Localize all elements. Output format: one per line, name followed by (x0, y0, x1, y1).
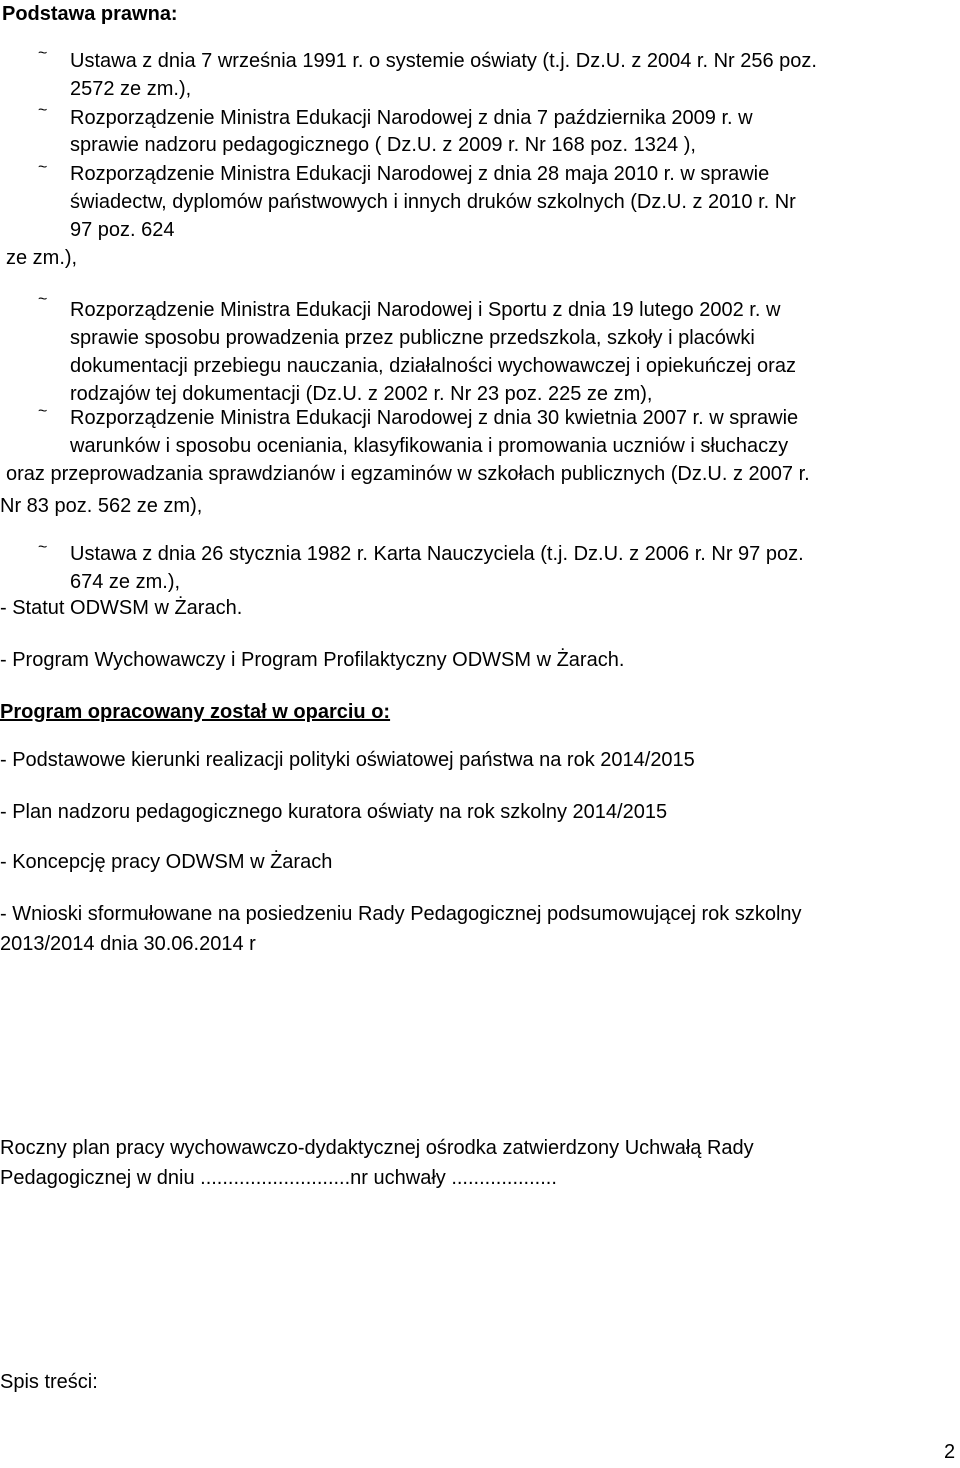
tilde-bullet: ~ (38, 403, 48, 420)
legal-item-text: sprawie nadzoru pedagogicznego ( Dz.U. z 2009 r. Nr 168 poz. 1324 ), (70, 134, 696, 156)
legal-item-text: świadectw, dyplomów państwowych i innych druków szkolnych (Dz.U. z 2010 r. Nr (70, 191, 796, 213)
basis-item: - Podstawowe kierunki realizacji polityki oświatowej państwa na rok 2014/2015 (0, 749, 695, 771)
legal-item-text: Ustawa z dnia 26 stycznia 1982 r. Karta Nauczyciela (t.j. Dz.U. z 2006 r. Nr 97 poz. (70, 543, 804, 565)
legal-item-text: 97 poz. 624 (70, 219, 175, 241)
tilde-bullet: ~ (38, 159, 48, 176)
basis-item: - Plan nadzoru pedagogicznego kuratora oświaty na rok szkolny 2014/2015 (0, 801, 668, 823)
heading-program-basis: Program opracowany został w oparciu o: (0, 701, 391, 723)
tilde-bullet: ~ (38, 291, 48, 308)
approval-text: Pedagogicznej w dniu ...........................nr uchwały ................... (0, 1167, 557, 1189)
legal-item-text: Rozporządzenie Ministra Edukacji Narodowej z dnia 30 kwietnia 2007 r. w sprawie (70, 407, 799, 429)
tilde-bullet: ~ (38, 102, 48, 119)
page-number: 2 (944, 1441, 956, 1463)
statute-line: - Statut ODWSM w Żarach. (0, 597, 243, 619)
legal-item-text: Nr 83 poz. 562 ze zm), (0, 495, 203, 517)
legal-item-text: rodzajów tej dokumentacji (Dz.U. z 2002 r. Nr 23 poz. 225 ze zm), (70, 383, 653, 405)
tilde-bullet: ~ (38, 45, 48, 62)
heading-legal-basis: Podstawa prawna: (2, 3, 178, 25)
tilde-bullet: ~ (38, 539, 48, 556)
legal-item-text: 674 ze zm.), (70, 571, 181, 593)
table-of-contents-label: Spis treści: (0, 1371, 98, 1393)
basis-item: 2013/2014 dnia 30.06.2014 r (0, 933, 256, 955)
program-line: - Program Wychowawczy i Program Profilaktyczny ODWSM w Żarach. (0, 649, 625, 671)
legal-item-text: Rozporządzenie Ministra Edukacji Narodowej z dnia 28 maja 2010 r. w sprawie (70, 163, 770, 185)
basis-item: - Koncepcję pracy ODWSM w Żarach (0, 851, 333, 873)
approval-text: Roczny plan pracy wychowawczo-dydaktycznej ośrodka zatwierdzony Uchwałą Rady (0, 1137, 754, 1159)
legal-item-text: Rozporządzenie Ministra Edukacji Narodowej i Sportu z dnia 19 lutego 2002 r. w (70, 299, 781, 321)
legal-item-text: Ustawa z dnia 7 września 1991 r. o systemie oświaty (t.j. Dz.U. z 2004 r. Nr 256 poz. (70, 50, 817, 72)
legal-item-text: Rozporządzenie Ministra Edukacji Narodowej z dnia 7 października 2009 r. w (70, 107, 753, 129)
legal-item-text: 2572 ze zm.), (70, 78, 192, 100)
basis-item: - Wnioski sformułowane na posiedzeniu Rady Pedagogicznej podsumowującej rok szkolny (0, 903, 802, 925)
legal-item-text: sprawie sposobu prowadzenia przez publiczne przedszkola, szkoły i placówki (70, 327, 755, 349)
legal-item-text: ze zm.), (6, 247, 78, 269)
legal-item-text: warunków i sposobu oceniania, klasyfikowania i promowania uczniów i słuchaczy (70, 435, 789, 457)
legal-item-text: oraz przeprowadzania sprawdzianów i egzaminów w szkołach publicznych (Dz.U. z 2007 r. (6, 463, 810, 485)
legal-item-text: dokumentacji przebiegu nauczania, działalności wychowawczej i opiekuńczej oraz (70, 355, 796, 377)
